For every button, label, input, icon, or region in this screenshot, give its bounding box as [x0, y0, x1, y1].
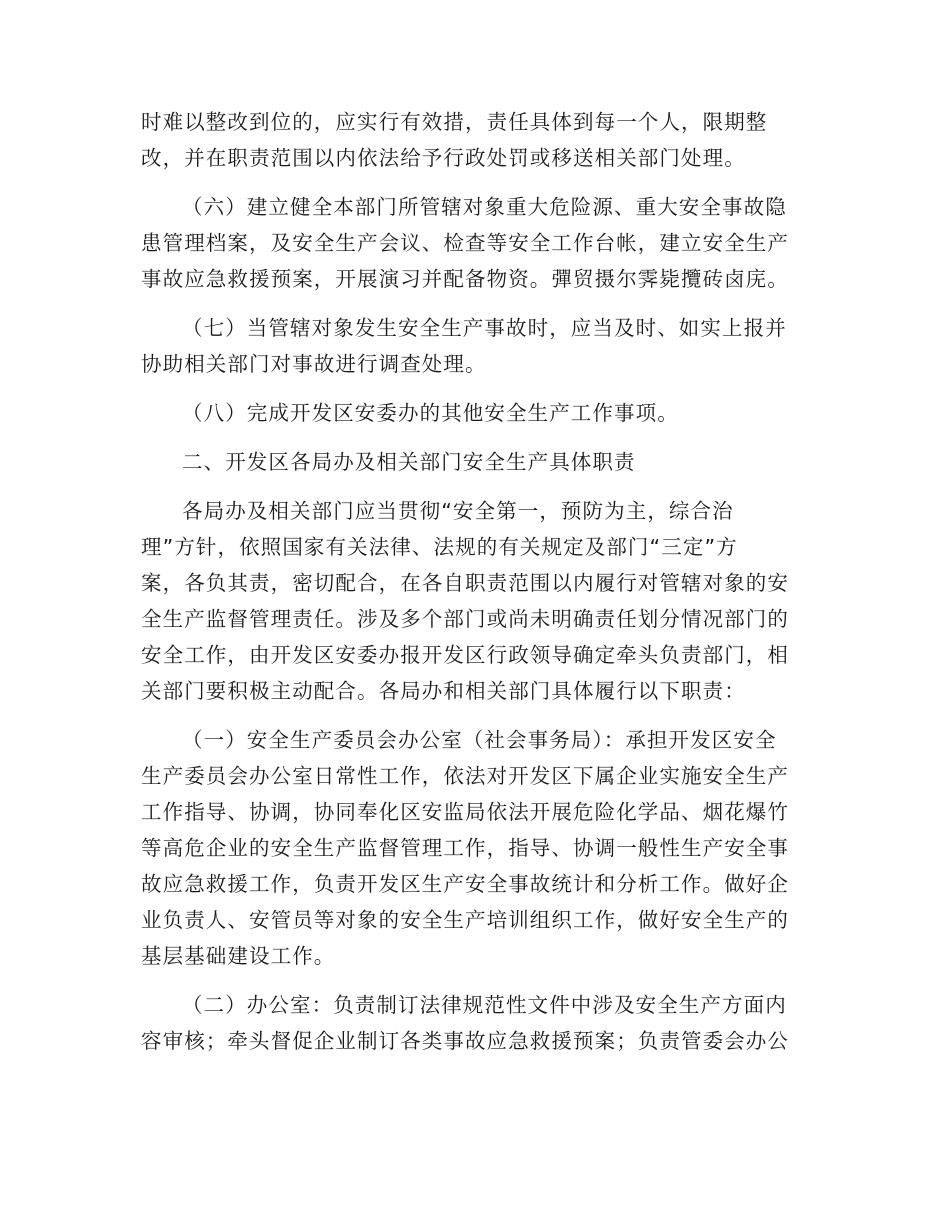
text-line: 事故应急救援预案，开展演习并配备物资。彈贸摄尔霁毙攬砖卤庑。 [141, 267, 789, 291]
paragraph [141, 444, 809, 480]
text-line: （二）办公室：负责制订法律规范性文件中涉及安全生产方面内 [182, 993, 787, 1017]
text-line: 关部门要积极主动配合。各局办和相关部门具体履行以下职责： [141, 679, 746, 703]
text-line: 案，各负其责，密切配合，在各自职责范围以内履行对管辖对象的安 [141, 571, 789, 595]
text-line: （八）完成开发区安委办的其他安全生产工作事项。 [182, 401, 679, 425]
text-line: 各局办及相关部门应当贯彻“安全第一，预防为主，综合治 [182, 499, 734, 523]
text-line: （六）建立健全本部门所管辖对象重大危险源、重大安全事故隐 [182, 195, 787, 219]
text-line: 患管理档案，及安全生产会议、检查等安全工作台帐，建立安全生产 [141, 231, 789, 255]
text-line: （七）当管辖对象发生安全生产事故时，应当及时、如实上报并 [182, 316, 787, 340]
paragraph [141, 722, 809, 974]
text-line: 容审核；牵头督促企业制订各类事故应急救援预案；负责管委会办公 [141, 1029, 789, 1053]
text-line: 协助相关部门对事故进行调查处理。 [141, 352, 487, 376]
paragraph [141, 104, 809, 176]
text-line: 生产委员会办公室日常性工作，依法对开发区下属企业实施安全生产 [141, 764, 789, 788]
paragraph [141, 987, 809, 1059]
text-line: 业负责人、安管员等对象的安全生产培训组织工作，做好安全生产的 [141, 908, 789, 932]
text-line: 时难以整改到位的，应实行有效措，责任具体到每一个人，限期整 [141, 110, 768, 134]
text-line: （一）安全生产委员会办公室（社会事务局）：承担开发区安全 [182, 728, 777, 752]
text-line: 改，并在职责范围以内依法给予行政处罚或移送相关部门处理。 [141, 146, 746, 170]
text-line: 基层基础建设工作。 [141, 944, 336, 968]
text-line: 安全工作，由开发区安委办报开发区行政领导确定牵头负责部门，相 [141, 643, 789, 667]
paragraph [141, 310, 809, 382]
text-line: 全生产监督管理责任。涉及多个部门或尚未明确责任划分情况部门的 [141, 607, 789, 631]
text-line: 理”方针，依照国家有关法律、法规的有关规定及部门“三定”方 [141, 535, 738, 559]
text-line: 工作指导、协调，协同奉化区安监局依法开展危险化学品、烟花爆竹 [141, 800, 789, 824]
text-line: 二、开发区各局办及相关部门安全生产具体职责 [182, 450, 636, 474]
text-line: 故应急救援工作，负责开发区生产安全事故统计和分析工作。做好企 [141, 872, 789, 896]
paragraph [141, 395, 809, 431]
document-body [141, 104, 809, 1059]
paragraph [141, 189, 809, 297]
paragraph [141, 493, 809, 709]
text-line: 等高危企业的安全生产监督管理工作，指导、协调一般性生产安全事 [141, 836, 789, 860]
